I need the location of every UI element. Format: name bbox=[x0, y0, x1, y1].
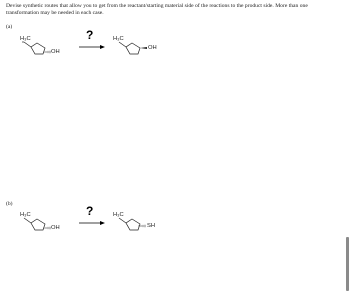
reactant-a-substituent-label: OH bbox=[51, 49, 60, 55]
reactant-a-hashed-bond bbox=[44, 51, 50, 54]
product-a-substituent-label: OH bbox=[148, 45, 157, 51]
part-b-label: (b) bbox=[6, 201, 13, 207]
product-b-methyl-label: H₃C bbox=[113, 212, 124, 218]
product-a-wedged-bond bbox=[140, 47, 147, 49]
product-b-substituent-label: SH bbox=[147, 223, 156, 229]
reaction-arrow-a bbox=[79, 45, 105, 49]
reactant-a-methyl-label: H₃C bbox=[20, 36, 31, 42]
instructions-text: Devise synthetic routes that allow you to get from the reactant/starting material side of the reactions to the product side. More than one transformation may be needed in each case. bbox=[6, 3, 308, 17]
scheme-b bbox=[0, 204, 350, 248]
reactant-b-methyl-label: H₃C bbox=[20, 212, 31, 218]
scheme-a bbox=[0, 28, 350, 72]
reactant-a-structure bbox=[22, 42, 45, 54]
question-mark-a: ? bbox=[86, 28, 94, 42]
reactant-b-structure bbox=[24, 218, 45, 230]
reactant-b-hashed-bond bbox=[44, 227, 50, 230]
product-a-structure bbox=[119, 42, 140, 54]
product-a-methyl-label: H₃C bbox=[113, 36, 124, 42]
scrollbar[interactable] bbox=[346, 237, 349, 291]
reactant-b-substituent-label: OH bbox=[51, 225, 60, 231]
product-b-structure bbox=[119, 218, 140, 230]
question-mark-b: ? bbox=[86, 204, 94, 218]
part-a-label: (a) bbox=[6, 24, 13, 30]
reaction-arrow-b bbox=[79, 221, 105, 225]
